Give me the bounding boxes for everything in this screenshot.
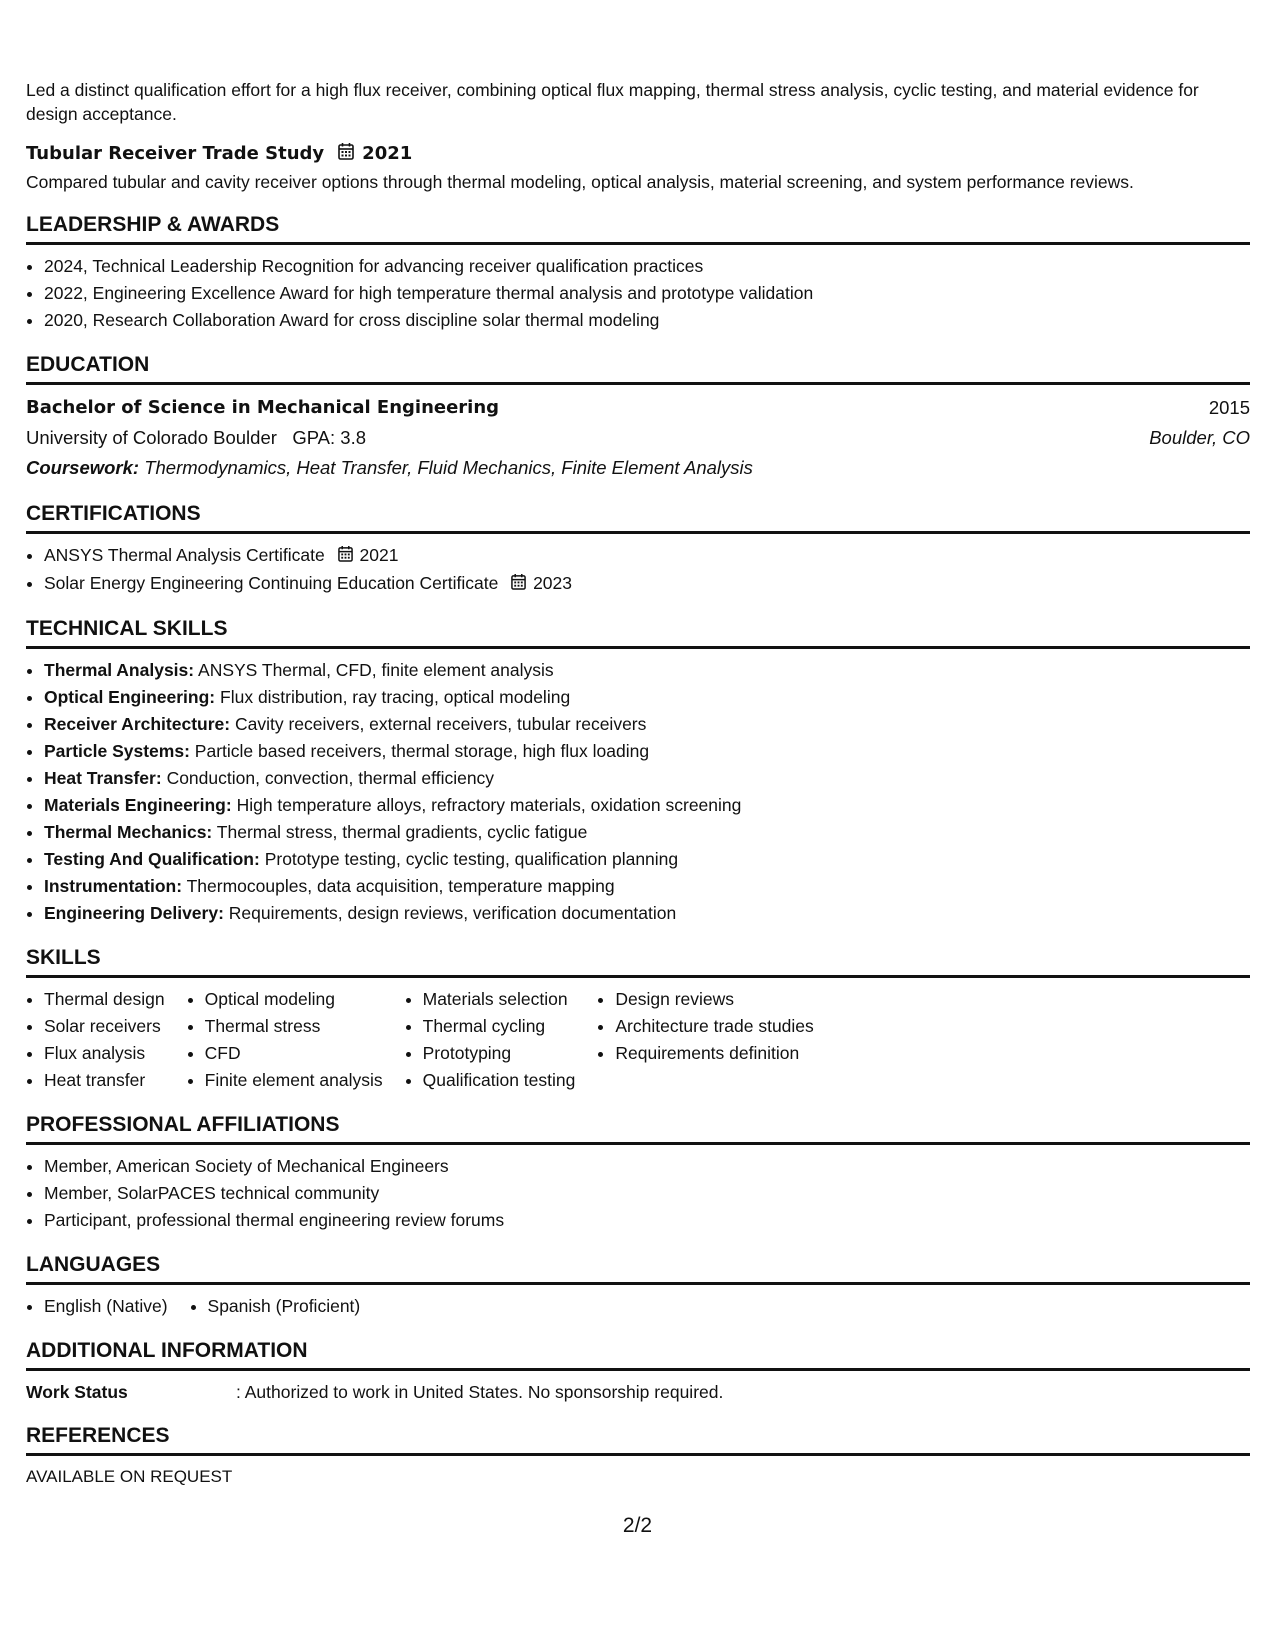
list-item: • 2022, Engineering Excellence Award for high temperature thermal analysis and prototype validation [44,280,1250,307]
project-intro-text: Led a distinct qualification effort for a high flux receiver, combining optical flux mapping, thermal stress analysis, cyclic testing, and material evidence for design acceptance. [26,80,1199,124]
education-degree-row [26,393,1250,423]
skill-category: Instrumentation: [44,875,183,896]
work-status-value: : Authorized to work in United States. No sponsorship required. [236,1381,724,1402]
skill-detail: Thermal stress, thermal gradients, cyclic fatigue [216,821,588,842]
skill-detail: Particle based receivers, thermal storage, high flux loading [194,740,650,761]
list-item [44,657,1250,684]
project-description: Compared tubular and cavity receiver options through thermal modeling, optical analysis, material screening, and system performance reviews. [26,172,1134,192]
section-title: TECHNICAL SKILLS [26,614,1250,649]
list-item: • Thermal design [44,986,165,1013]
resume-page [26,78,1250,1490]
list-item: • Finite element analysis [205,1067,383,1094]
section-title: PROFESSIONAL AFFILIATIONS [26,1110,1250,1145]
certification-year: 2023 [533,572,572,593]
calendar-icon [511,571,526,598]
skills-columns [26,986,1250,1094]
list-item: • Architecture trade studies [615,1013,813,1040]
skill-category: Testing And Qualification: [44,848,260,869]
affiliations-list [26,1153,1250,1234]
list-item: • Participant, professional thermal engineering review forums [44,1207,1250,1234]
skill-detail: Prototype testing, cyclic testing, qualification planning [264,848,679,869]
skills-column [26,986,165,1094]
coursework-label: Coursework: [26,457,140,478]
section-title: SKILLS [26,943,1250,978]
degree-name: Bachelor of Science in Mechanical Engineering [26,397,500,418]
skill-category: Thermal Mechanics: [44,821,213,842]
list-item [44,792,1250,819]
section-title: CERTIFICATIONS [26,499,1250,534]
technical-skills-list [26,657,1250,927]
section-title: LEADERSHIP & AWARDS [26,210,1250,245]
skill-detail: Cavity receivers, external receivers, tubular receivers [234,713,647,734]
list-item [44,738,1250,765]
list-item [44,819,1250,846]
skill-category: Heat Transfer: [44,767,162,788]
certifications-list [26,542,1250,598]
calendar-icon [338,543,353,570]
technical-skills-section [26,614,1250,927]
leadership-section [26,210,1250,334]
coursework-list: Thermodynamics, Heat Transfer, Fluid Mechanics, Finite Element Analysis [144,457,753,478]
skills-column [187,986,383,1094]
skills-section [26,943,1250,1094]
skill-detail: Thermocouples, data acquisition, temperature mapping [186,875,615,896]
project-title: Tubular Receiver Trade Study [26,142,325,164]
project-heading [26,140,1250,166]
skill-detail: Conduction, convection, thermal efficiency [166,767,495,788]
skill-detail: Requirements, design reviews, verification documentation [228,902,677,923]
education-school-row [26,423,1250,453]
list-item: • Prototyping [423,1040,576,1067]
skill-detail: ANSYS Thermal, CFD, finite element analysis [198,659,554,680]
list-item: • 2020, Research Collaboration Award for cross discipline solar thermal modeling [44,307,1250,334]
section-title: EDUCATION [26,350,1250,385]
page-number: 2/2 [622,1514,653,1537]
section-title: LANGUAGES [26,1250,1250,1285]
list-item: • Member, American Society of Mechanical Engineers [44,1153,1250,1180]
list-item [44,711,1250,738]
list-item [44,684,1250,711]
coursework-row [26,453,1250,483]
list-item: • Heat transfer [44,1067,165,1094]
list-item [44,873,1250,900]
skill-detail: High temperature alloys, refractory materials, oxidation screening [236,794,742,815]
references-text: AVAILABLE ON REQUEST [26,1466,233,1486]
list-item: • Spanish (Proficient) [208,1293,361,1320]
awards-list [26,253,1250,334]
skills-column [405,986,576,1094]
skill-category: Engineering Delivery: [44,902,224,923]
references-section [26,1421,1250,1490]
languages-section [26,1250,1250,1320]
work-status-label: Work Status [26,1381,128,1402]
list-item: • English (Native) [44,1293,168,1320]
list-item: • Thermal cycling [423,1013,576,1040]
skill-category: Thermal Analysis: [44,659,195,680]
skill-detail: Flux distribution, ray tracing, optical modeling [220,686,571,707]
list-item: • Materials selection [423,986,576,1013]
list-item: • Thermal stress [205,1013,383,1040]
affiliations-section [26,1110,1250,1234]
list-item: • 2024, Technical Leadership Recognition for advancing receiver qualification practices [44,253,1250,280]
languages-row [26,1293,1250,1320]
list-item: • Member, SolarPACES technical community [44,1180,1250,1207]
skill-category: Materials Engineering: [44,794,232,815]
languages-column [190,1293,361,1320]
school-name: University of Colorado Boulder [26,427,277,448]
section-title: ADDITIONAL INFORMATION [26,1336,1250,1371]
skill-category: Optical Engineering: [44,686,216,707]
list-item [44,542,1250,570]
list-item [44,846,1250,873]
certification-name: Solar Energy Engineering Continuing Education Certificate [44,572,499,593]
certification-year: 2021 [359,545,399,565]
education-section [26,350,1250,483]
skill-category: Receiver Architecture: [44,713,231,734]
certification-name: ANSYS Thermal Analysis Certificate [44,545,325,565]
list-item: • Flux analysis [44,1040,165,1067]
list-item: • Optical modeling [205,986,383,1013]
skill-category: Particle Systems: [44,740,190,761]
certifications-section [26,499,1250,598]
additional-info-section [26,1336,1250,1405]
school-location: Boulder, CO [1149,427,1250,448]
skills-column [597,986,813,1094]
list-item: • Design reviews [615,986,813,1013]
section-title: REFERENCES [26,1421,1250,1456]
list-item [44,900,1250,927]
graduation-year: 2015 [1208,397,1250,418]
calendar-icon [338,142,354,165]
list-item: • CFD [205,1040,383,1067]
gpa: GPA: 3.8 [292,427,367,448]
languages-column [26,1293,168,1320]
list-item [44,765,1250,792]
work-status-row [26,1379,1250,1405]
list-item: • Requirements definition [615,1040,813,1067]
list-item: • Qualification testing [423,1067,576,1094]
list-item [44,570,1250,598]
project-year: 2021 [362,142,413,164]
list-item: • Solar receivers [44,1013,165,1040]
